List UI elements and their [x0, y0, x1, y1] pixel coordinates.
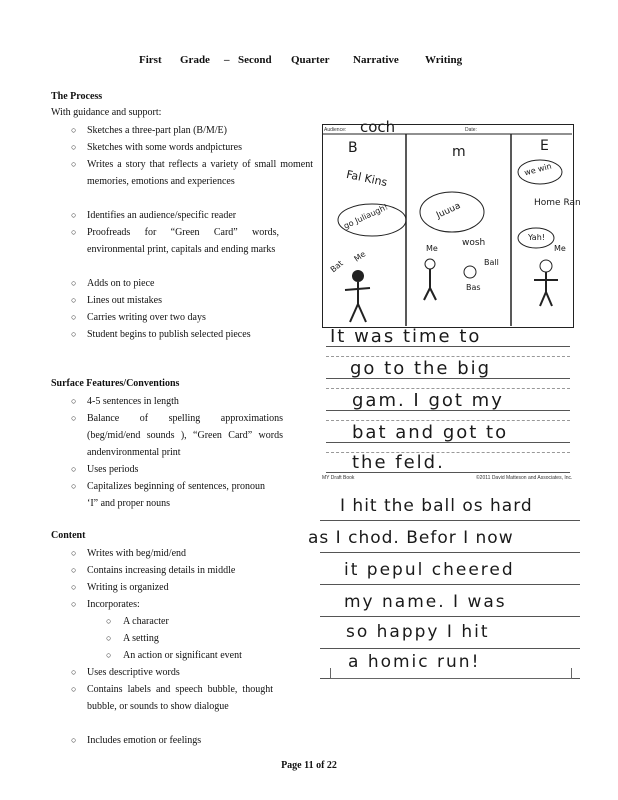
ruled-line [320, 552, 580, 553]
drawing-text: Yah! [528, 233, 545, 242]
drawing-text: Home Ran [534, 198, 581, 208]
list-item: Writing is organized [87, 582, 169, 593]
circle-bullet-icon: ○ [71, 582, 77, 592]
circle-bullet-icon: ○ [106, 633, 112, 643]
circle-bullet-icon: ○ [71, 481, 77, 491]
drawing-text: we win [523, 161, 553, 178]
drawing-text: Bas [466, 283, 481, 292]
list-item: Writes a story that reflects a variety of small moment memories, emotions and experiences [87, 159, 313, 187]
drawing-text: Fal Kins [345, 167, 389, 190]
list-item: 4-5 sentences in length [87, 396, 179, 407]
list-item: Uses periods [87, 464, 139, 475]
ruled-line [320, 584, 580, 585]
handwriting-line: the feld. [352, 452, 445, 473]
list-item: Lines out mistakes [87, 295, 162, 306]
list-item: Proofreads for “Green Card” words, environmental print, capitals and ending marks [87, 227, 279, 255]
circle-bullet-icon: ○ [71, 464, 77, 474]
date-label: Date: [465, 127, 477, 133]
circle-bullet-icon: ○ [71, 329, 77, 339]
title-word: Narrative [353, 54, 399, 66]
title-word: – [224, 54, 230, 66]
circle-bullet-icon: ○ [71, 210, 77, 220]
circle-bullet-icon: ○ [71, 159, 77, 169]
list-item: Contains labels and speech bubble, thought bubble, or sounds to show dialogue [87, 684, 273, 712]
drawing-text: Me [554, 244, 566, 253]
worksheet-copyright: ©2011 David Matteson and Associates, Inc. [476, 475, 573, 481]
handwriting-line: as I chod. Befor I now [308, 528, 514, 548]
circle-bullet-icon: ○ [71, 565, 77, 575]
handwriting-line: it pepul cheered [344, 560, 515, 580]
handwriting-line: my name. I was [344, 592, 507, 612]
handwriting-line: so happy I hit [346, 622, 490, 642]
title-word: Second [238, 54, 272, 66]
circle-bullet-icon: ○ [71, 548, 77, 558]
circle-bullet-icon: ○ [71, 312, 77, 322]
circle-bullet-icon: ○ [71, 599, 77, 609]
circle-bullet-icon: ○ [71, 684, 77, 694]
handwriting-line: bat and got to [352, 422, 509, 443]
panel-label: B [348, 140, 358, 156]
panel-label: m [452, 144, 466, 160]
list-item: Includes emotion or feelings [87, 735, 202, 746]
drawing-text: Ball [484, 258, 499, 267]
list-item: Incorporates: [87, 599, 140, 610]
drawing-text: Me [426, 244, 438, 253]
handwriting-line: go to the big [350, 358, 492, 379]
circle-bullet-icon: ○ [106, 616, 112, 626]
list-item: Capitalizes beginning of sentences, pronoun ‘I” and proper nouns [87, 481, 265, 509]
drawing-text: go Juliaugh! [342, 202, 390, 231]
drawing-text: Juuua [435, 201, 463, 221]
sub-list-item: A setting [123, 633, 159, 644]
ruled-line [326, 356, 570, 357]
ruled-line [326, 420, 570, 421]
circle-bullet-icon: ○ [71, 125, 77, 135]
title-word: First [139, 54, 162, 66]
sub-list-item: An action or significant event [123, 650, 242, 661]
list-item: Carries writing over two days [87, 312, 206, 323]
list-item: Sketches with some words andpictures [87, 142, 242, 153]
drawing-text: Bat [328, 258, 345, 275]
circle-bullet-icon: ○ [71, 295, 77, 305]
list-item: Uses descriptive words [87, 667, 180, 678]
list-item: Writes with beg/mid/end [87, 548, 187, 559]
list-item: Identifies an audience/specific reader [87, 210, 237, 221]
circle-bullet-icon: ○ [106, 650, 112, 660]
circle-bullet-icon: ○ [71, 735, 77, 745]
circle-bullet-icon: ○ [71, 142, 77, 152]
handwriting-line: It was time to [330, 326, 482, 347]
list-item: Balance of spelling approximations (beg/mid/end sounds ), “Green Card” words andenvironmental print [87, 413, 283, 458]
drawing-text: Me [352, 249, 368, 264]
audience-value: coch [360, 118, 396, 136]
ruled-line [320, 648, 580, 649]
circle-bullet-icon: ○ [71, 413, 77, 423]
title-word: Writing [425, 54, 463, 66]
title-word: Quarter [291, 54, 330, 66]
ruled-line [326, 388, 570, 389]
circle-bullet-icon: ○ [71, 667, 77, 677]
list-item: Student begins to publish selected pieces [87, 329, 251, 340]
handwriting-line: a homic run! [348, 652, 481, 672]
panel-label: E [540, 138, 549, 154]
worksheet-footer-left: MY Draft Book [322, 475, 355, 481]
content-heading: Content [51, 530, 86, 541]
handwriting-line: gam. I got my [352, 390, 504, 411]
drawing-text: wosh [462, 238, 486, 248]
circle-bullet-icon: ○ [71, 227, 77, 237]
sub-list-item: A character [123, 616, 169, 627]
circle-bullet-icon: ○ [71, 396, 77, 406]
page-number: Page 11 of 22 [281, 760, 337, 771]
ruled-line [320, 520, 580, 521]
surface-heading: Surface Features/Conventions [51, 378, 180, 389]
process-heading: The Process [51, 91, 103, 102]
handwriting-line: I hit the ball os hard [340, 496, 533, 516]
list-item: Contains increasing details in middle [87, 565, 236, 576]
process-intro: With guidance and support: [51, 107, 162, 118]
list-item: Adds on to piece [87, 278, 155, 289]
ruled-line [320, 616, 580, 617]
title-word: Grade [180, 54, 210, 66]
circle-bullet-icon: ○ [71, 278, 77, 288]
list-item: Sketches a three-part plan (B/M/E) [87, 125, 227, 136]
audience-label: Audience: [324, 127, 347, 133]
